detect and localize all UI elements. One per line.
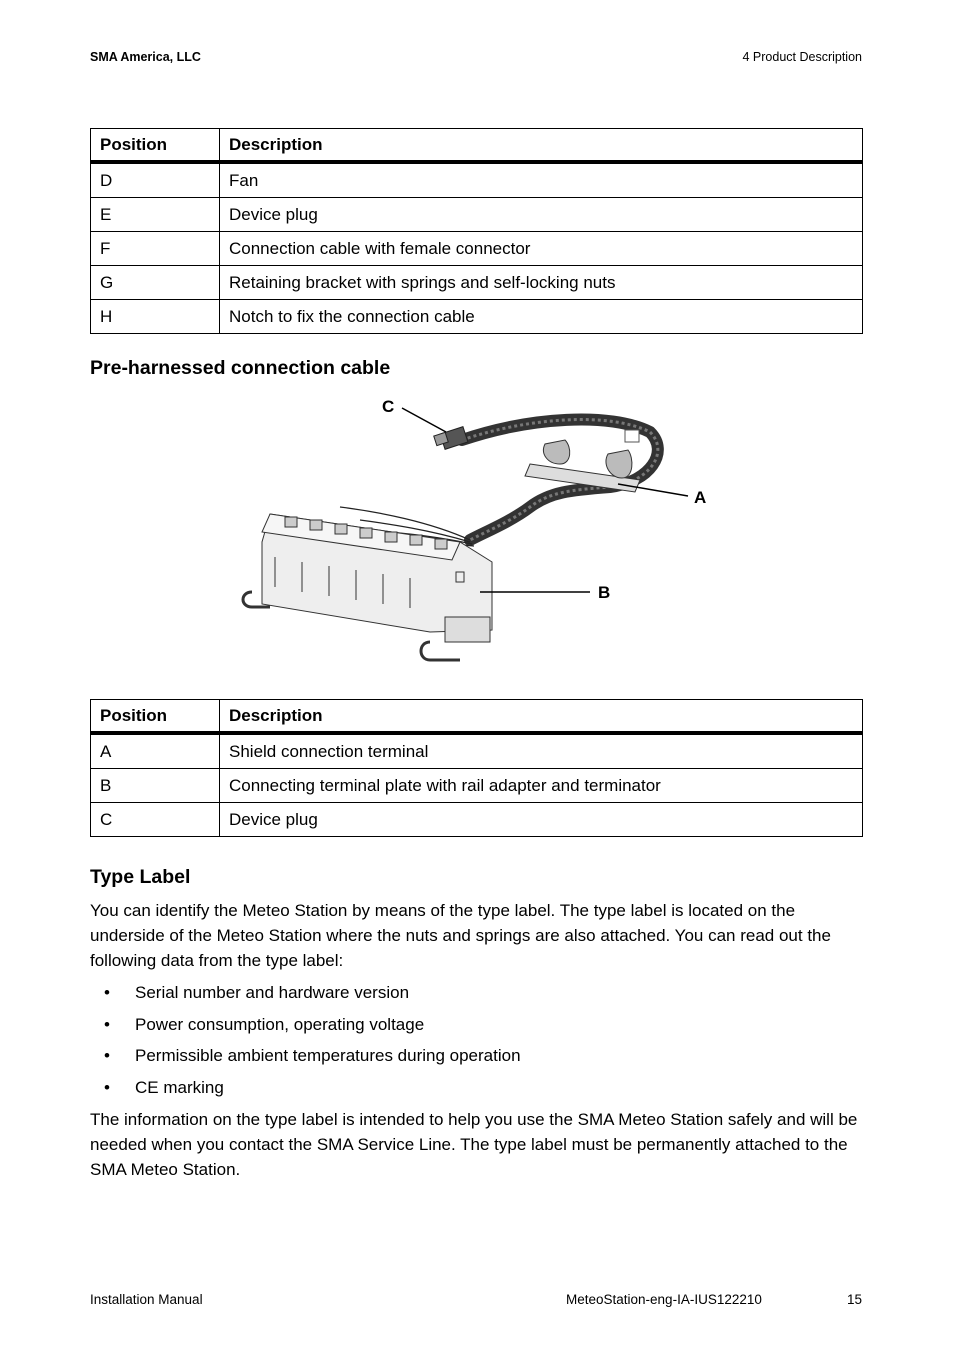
position-cell: G	[91, 266, 220, 300]
list-item: • Permissible ambient temperatures during operation	[90, 1043, 521, 1075]
section-heading-type-label: Type Label	[90, 866, 191, 888]
position-cell: A	[91, 733, 220, 769]
table-header-row	[91, 700, 863, 734]
footer-document-id: MeteoStation-eng-IA-IUS122210	[566, 1292, 762, 1307]
column-header-position: Position	[91, 700, 220, 734]
position-table-1	[90, 128, 863, 334]
terminal-block	[243, 514, 492, 660]
description-cell: Notch to fix the connection cable	[220, 300, 863, 334]
table-row	[91, 803, 863, 837]
position-cell: F	[91, 232, 220, 266]
figure-label-b: B	[598, 583, 611, 602]
description-cell: Shield connection terminal	[220, 733, 863, 769]
table-row	[91, 162, 863, 198]
table-header-row	[91, 129, 863, 163]
type-label-data-list	[90, 980, 521, 1107]
description-cell: Device plug	[220, 198, 863, 232]
description-cell: Connecting terminal plate with rail adapter and terminator	[220, 769, 863, 803]
figure-label-c: C	[382, 397, 395, 416]
table-row	[91, 769, 863, 803]
description-cell: Fan	[220, 162, 863, 198]
table-row	[91, 232, 863, 266]
type-label-outro: The information on the type label is intended to help you use the SMA Meteo Station safely and will be needed when you contact the SMA Service Line. The type label must be permanently attached to the SMA Meteo Station.	[90, 1110, 858, 1179]
table-row	[91, 198, 863, 232]
position-cell: B	[91, 769, 220, 803]
list-item: • Power consumption, operating voltage	[90, 1012, 521, 1044]
leader-line-c	[402, 408, 446, 432]
description-cell: Connection cable with female connector	[220, 232, 863, 266]
figure-label-a: A	[694, 488, 707, 507]
description-cell: Device plug	[220, 803, 863, 837]
column-header-description: Description	[220, 700, 863, 734]
header-section: 4 Product Description	[742, 50, 862, 64]
table-row	[91, 300, 863, 334]
connection-cable-figure	[230, 392, 730, 682]
footer-manual-title: Installation Manual	[90, 1292, 203, 1307]
table-row	[91, 733, 863, 769]
description-cell: Retaining bracket with springs and self-locking nuts	[220, 266, 863, 300]
position-cell: C	[91, 803, 220, 837]
column-header-position: Position	[91, 129, 220, 163]
footer-page-number: 15	[846, 1292, 862, 1307]
list-item: • CE marking	[90, 1075, 521, 1107]
section-heading-connection-cable: Pre-harnessed connection cable	[90, 357, 391, 379]
list-item: • Serial number and hardware version	[90, 980, 521, 1012]
shield-connection-terminal	[525, 430, 640, 492]
table-row	[91, 266, 863, 300]
position-cell: D	[91, 162, 220, 198]
column-header-description: Description	[220, 129, 863, 163]
position-cell: E	[91, 198, 220, 232]
position-cell: H	[91, 300, 220, 334]
header-company: SMA America, LLC	[90, 50, 201, 64]
position-table-2	[90, 699, 863, 837]
type-label-intro: You can identify the Meteo Station by means of the type label. The type label is located on the underside of the Meteo Station where the nuts and springs are also attached. You can read out the following data from the type label:	[90, 901, 831, 970]
